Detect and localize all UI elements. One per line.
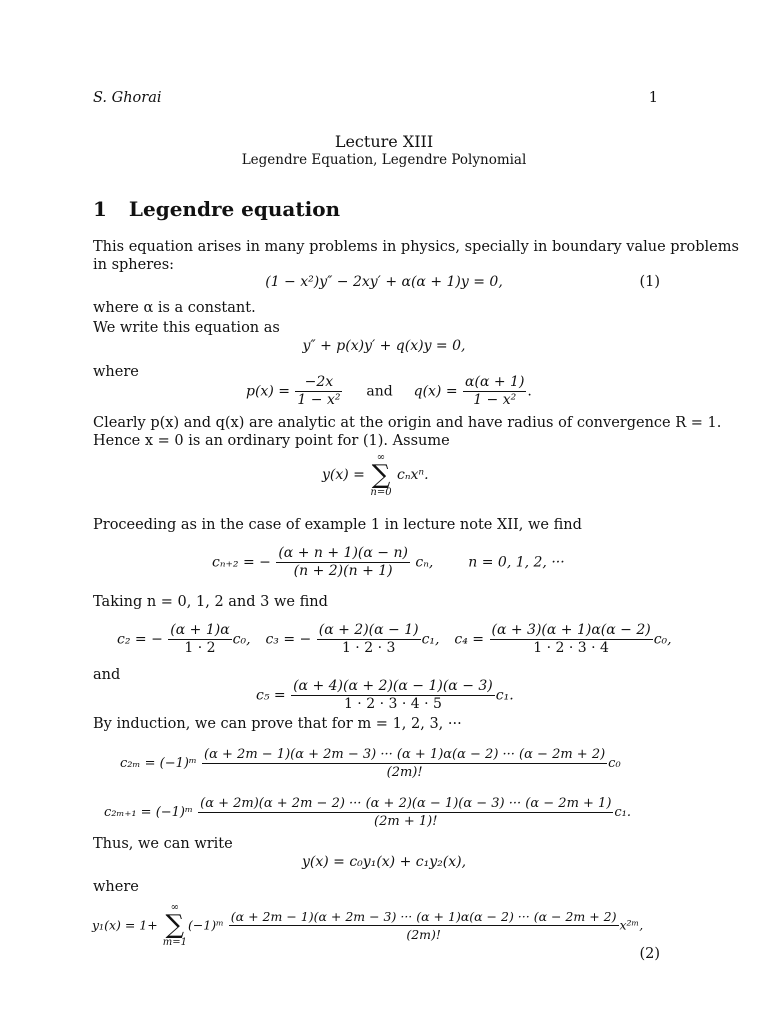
summation <box>163 902 187 948</box>
c3-denominator: 1 · 2 · 3 <box>341 640 396 656</box>
series-rhs: cₙxⁿ. <box>397 467 429 483</box>
y1-tail: x²ᵐ, <box>619 917 644 933</box>
equation-number: (1) <box>639 274 660 290</box>
c2-numerator: (α + 1)α <box>170 622 230 638</box>
c4-lhs: c₄ = <box>454 631 485 648</box>
y1-numerator: (α + 2m − 1)(α + 2m − 3) ··· (α + 1)α(α − 2) ··· (α − 2m + 2) <box>230 908 617 924</box>
rec-tail: cₙ, <box>415 554 434 571</box>
sum-symbol: ∑ <box>371 460 391 490</box>
c5-numerator: (α + 4)(α + 2)(α − 1)(α − 3) <box>293 678 493 694</box>
q-tail: . <box>527 383 532 400</box>
rec-numerator: (α + n + 1)(α − n) <box>278 545 408 561</box>
sum-symbol: ∑ <box>165 910 185 940</box>
series-lhs: y(x) = <box>322 467 365 483</box>
c2m1-numerator: (α + 2m)(α + 2m − 2) ··· (α + 2)(α − 1)(α − 3) ··· (α − 2m + 1) <box>200 796 612 811</box>
c3-tail: c₁, <box>421 631 440 648</box>
paragraph-line: where <box>93 879 139 895</box>
paragraph-line: where <box>93 364 139 380</box>
paragraph-line: where α is a constant. <box>93 300 256 316</box>
paragraph-line: Clearly p(x) and q(x) are analytic at the origin and have radius of convergence R = 1. <box>93 415 722 431</box>
equation-c5 <box>256 678 514 713</box>
paragraph-line: This equation arises in many problems in physics, specially in boundary value problems <box>93 239 739 255</box>
c2m1-lhs: c₂ₘ₊₁ = (−1)ᵐ <box>104 805 193 820</box>
equation-c2-c3-c4 <box>117 622 672 657</box>
paragraph-line: in spheres: <box>93 257 175 273</box>
c5-fraction <box>291 678 495 713</box>
paragraph-line: We write this equation as <box>93 320 280 336</box>
sum-upper: ∞ <box>170 902 179 913</box>
c2m1-denominator: (2m + 1)! <box>374 814 438 829</box>
equation-power-series <box>322 452 429 498</box>
c5-lhs: c₅ = <box>256 687 286 704</box>
c4-numerator: (α + 3)(α + 1)α(α − 2) <box>491 622 651 638</box>
q-numerator: α(α + 1) <box>465 374 525 390</box>
equation-general-solution: y(x) = c₀y₁(x) + c₁y₂(x), <box>301 854 467 870</box>
sum-lower: n=0 <box>370 487 392 498</box>
running-author: S. Ghorai <box>93 90 162 106</box>
lecture-title: Lecture XIII <box>334 132 434 151</box>
paragraph-line: By induction, we can prove that for m = 1, 2, 3, ··· <box>93 716 462 732</box>
page-number: 1 <box>648 90 658 106</box>
c3-lhs: c₃ = − <box>265 631 312 648</box>
y1-lhs: y₁(x) = 1+ <box>92 917 158 933</box>
c4-fraction <box>490 622 653 657</box>
sum-lower: m=1 <box>162 937 187 948</box>
c2m1-tail: c₁. <box>614 805 632 820</box>
section-heading <box>93 197 340 221</box>
paragraph-line: Hence x = 0 is an ordinary point for (1). Assume <box>93 433 450 449</box>
c4-tail: c₀, <box>653 631 672 648</box>
summation <box>370 452 391 498</box>
c3-fraction <box>317 622 421 657</box>
paragraph-line: Proceeding as in the case of example 1 in lecture note XII, we find <box>93 517 582 533</box>
p-numerator: −2x <box>295 374 342 392</box>
c5-denominator: 1 · 2 · 3 · 4 · 5 <box>343 696 442 712</box>
p-denominator: 1 − x² <box>297 392 341 408</box>
c2-lhs: c₂ = − <box>117 631 163 648</box>
c2m-tail: c₀ <box>608 756 621 771</box>
equation-number: (2) <box>639 946 660 962</box>
paragraph-line: Thus, we can write <box>93 836 233 852</box>
sum-upper: ∞ <box>376 452 386 463</box>
paragraph-line: Taking n = 0, 1, 2 and 3 we find <box>93 594 328 610</box>
c2m-numerator: (α + 2m − 1)(α + 2m − 3) ··· (α + 1)α(α − 2) ··· (α − 2m + 2) <box>204 747 606 762</box>
equation-c2m1 <box>104 795 631 830</box>
c4-denominator: 1 · 2 · 3 · 4 <box>533 640 609 656</box>
equation-c2m <box>120 746 621 781</box>
equation-y1 <box>92 902 643 948</box>
equation-pq <box>246 374 532 409</box>
c2-denominator: 1 · 2 <box>184 640 216 656</box>
rec-fraction <box>276 545 410 580</box>
c2-fraction <box>168 622 231 657</box>
rec-range: n = 0, 1, 2, ··· <box>468 554 565 571</box>
section-title: Legendre equation <box>128 197 341 221</box>
q-fraction <box>463 374 526 409</box>
c2m-lhs: c₂ₘ = (−1)ᵐ <box>120 756 197 771</box>
c3-numerator: (α + 2)(α − 1) <box>318 622 419 638</box>
q-denominator: 1 − x² <box>473 392 517 408</box>
c2-tail: c₀, <box>232 631 251 648</box>
rec-lhs: cₙ₊₂ = − <box>212 554 271 571</box>
equation-legendre: (1 − x²)y″ − 2xy′ + α(α + 1)y = 0, <box>265 274 503 290</box>
rec-denominator: (n + 2)(n + 1) <box>293 563 393 579</box>
equation-recurrence <box>212 545 565 580</box>
equation-standard-form: y″ + p(x)y′ + q(x)y = 0, <box>302 338 466 354</box>
c2m-denominator: (2m)! <box>386 765 423 780</box>
y1-denominator: (2m)! <box>406 926 441 942</box>
p-lhs: p(x) = <box>246 383 290 400</box>
section-number: 1 <box>93 197 107 221</box>
c2m-fraction <box>202 746 607 781</box>
lecture-subtitle: Legendre Equation, Legendre Polynomial <box>241 152 527 168</box>
and-word: and <box>366 383 393 400</box>
c2m1-fraction <box>198 795 613 830</box>
q-lhs: q(x) = <box>413 383 458 400</box>
paragraph-line: and <box>93 667 121 683</box>
c5-tail: c₁. <box>495 687 514 704</box>
y1-fraction <box>229 908 619 943</box>
p-fraction <box>295 374 342 409</box>
y1-sign: (−1)ᵐ <box>187 917 224 933</box>
